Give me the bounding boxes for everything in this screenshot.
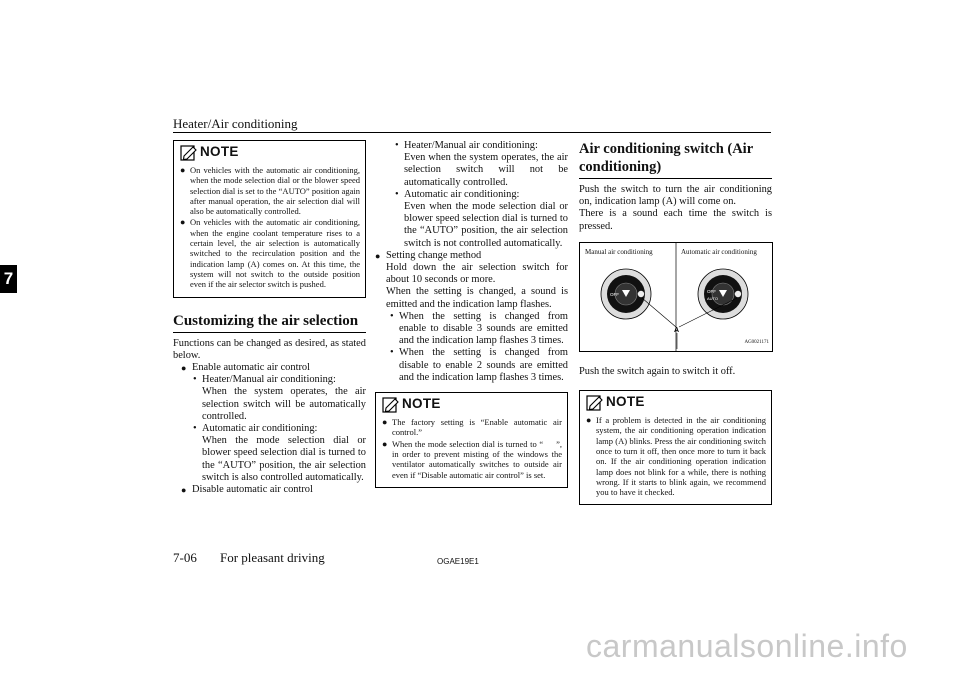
sub-item-text: When the system operates, the air selection switch will be automatically controlled. [202, 386, 366, 422]
note-header [180, 144, 360, 161]
note-item: ● If a problem is detected in the air conditioning system, the air conditioning operation indication lamp (A) blinks. Press the air conditioning switch once to turn it off, then once more to turn it back on. If the air conditioning operation indication lamp does not blink for a while, there is nothing wrong. If it starts to blink again, we recommend you to have it checked. [586, 415, 766, 498]
sub-item: • Heater/Manual air conditioning: [193, 374, 336, 386]
note-icon [382, 397, 400, 413]
chapter-tab: 7 [0, 265, 17, 293]
switch-illustration [580, 243, 772, 351]
sub-item: • When the setting is changed from enable to disable 3 sounds are emitted and the indication lamp flashes 3 times. [390, 310, 568, 347]
section-title: Air conditioning switch (Air conditioning) [579, 140, 772, 179]
note-header [586, 394, 766, 411]
section-title: Customizing the air selection [173, 312, 366, 333]
note-box [579, 390, 772, 505]
callout-a: A [674, 326, 680, 334]
list-item: ● Disable automatic air control [181, 484, 313, 495]
note-item: ● On vehicles with the automatic air conditioning, when the engine coolant temperature rises to a certain level, the air selection is automatically switched to the recirculation position and the indication lamp (A) comes on. At this time, the system will not switch to the outside position even if the air selector switch is pushed. [180, 217, 360, 290]
list-item: ● Setting change method [375, 249, 482, 261]
sub-item: • Automatic air conditioning: [395, 188, 520, 200]
footer-code: OGAE19E1 [437, 557, 479, 566]
note-box [375, 392, 568, 488]
watermark: carmanualsonline.info [586, 628, 908, 664]
note-label: NOTE [402, 396, 441, 412]
list-item: ● Enable automatic air control [181, 361, 311, 373]
figure-label-automatic: Automatic air conditioning [681, 247, 757, 256]
svg-text:OFF: OFF [610, 291, 619, 297]
figure-label-manual: Manual air conditioning [585, 247, 653, 256]
note-box [173, 140, 366, 298]
svg-text:OFF: OFF [707, 288, 716, 294]
sub-item-text: Even when the mode selection dial or blower speed selection dial is turned to the “AUTO” position, the air selection switch is not controlled automatically. [404, 201, 568, 249]
header-rule [173, 132, 771, 133]
body-text: Push the switch again to switch it off. [579, 365, 736, 377]
note-item: ● The factory setting is “Enable automatic air control.” [382, 417, 562, 438]
column-3 [579, 140, 772, 515]
note-item: ● On vehicles with the automatic air conditioning, when the mode selection dial or the blower speed selection dial is set to the “AUTO” position again after manual operation, the air selection dial will also be automatically controlled. [180, 165, 360, 217]
svg-text:AUTO: AUTO [707, 295, 719, 301]
page-number: 7-06 [173, 550, 197, 565]
note-label: NOTE [606, 394, 645, 410]
note-icon [180, 145, 198, 161]
figure-code: AG0021171 [744, 339, 769, 345]
body-text: When the setting is changed, a sound is emitted and the indication lamp flashes. [386, 286, 568, 310]
note-item: ● When the mode selection dial is turned to “ ”, in order to prevent misting of the windows the ventilator automatically switches to outside air even if “Disable automatic air control” is set. [382, 438, 562, 480]
note-label: NOTE [200, 144, 239, 160]
running-header: Heater/Air conditioning [173, 116, 298, 131]
footer-section: For pleasant driving [220, 550, 325, 565]
sub-item-text: Even when the system operates, the air selection switch will not be automatically controlled. [404, 152, 568, 188]
sub-item: • Heater/Manual air conditioning: [395, 140, 538, 151]
column-1 [173, 140, 366, 496]
intro-text: There is a sound each time the switch is pressed. [579, 208, 772, 232]
sub-item: • When the setting is changed from disable to enable 2 sounds are emitted and the indication lamp flashes 3 times. [390, 347, 568, 383]
switch-figure [579, 242, 773, 352]
note-icon [586, 395, 604, 411]
sub-item: • Automatic air conditioning: [193, 422, 318, 434]
column-2 [375, 140, 568, 498]
sub-item-text: When the mode selection dial or blower speed selection dial is turned to the “AUTO” position, the air selection switch is also controlled automatically. [202, 435, 366, 483]
note-header [382, 396, 562, 413]
intro-text: Push the switch to turn the air conditioning on, indication lamp (A) will come on. [579, 184, 772, 208]
body-text: Hold down the air selection switch for about 10 seconds or more. [386, 262, 568, 286]
intro-text: Functions can be changed as desired, as stated below. [173, 337, 366, 361]
